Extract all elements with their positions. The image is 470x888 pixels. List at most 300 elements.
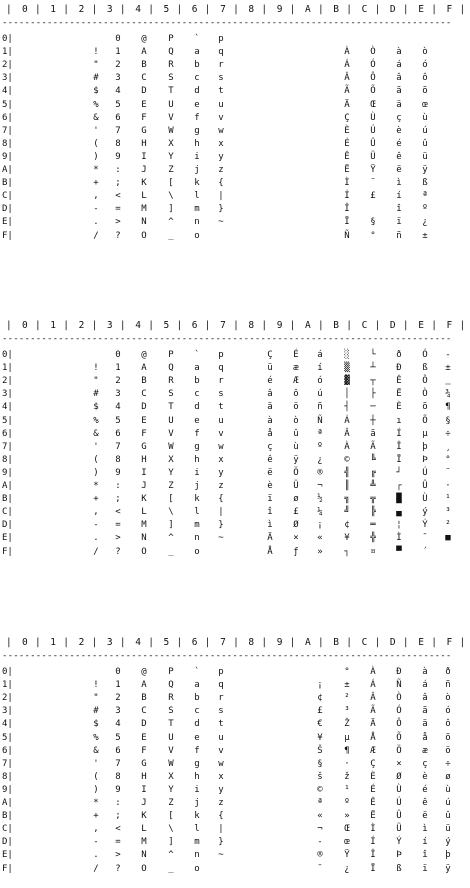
header-divider: | bbox=[289, 637, 296, 648]
char-cell: Û bbox=[370, 138, 376, 149]
char-cell: û bbox=[445, 811, 451, 822]
char-cell: } bbox=[218, 204, 224, 215]
char-cell: ñ bbox=[445, 680, 451, 691]
char-cell: r bbox=[218, 376, 224, 387]
char-cell: C bbox=[141, 706, 147, 717]
row-label: D| bbox=[2, 204, 13, 215]
char-cell: w bbox=[218, 125, 224, 136]
char-cell: , bbox=[93, 824, 99, 835]
table-row bbox=[0, 811, 470, 824]
row-label: C| bbox=[2, 824, 13, 835]
row-label: B| bbox=[2, 811, 13, 822]
header-divider: | bbox=[148, 4, 154, 15]
char-cell: Ê bbox=[396, 376, 402, 387]
table-row bbox=[0, 798, 470, 811]
char-cell: U bbox=[168, 415, 174, 426]
char-cell: a bbox=[194, 363, 200, 374]
char-cell: À bbox=[344, 441, 350, 452]
header-col: 6 bbox=[191, 637, 198, 648]
char-cell: 4 bbox=[115, 86, 121, 97]
table-row bbox=[0, 47, 470, 60]
char-cell: á bbox=[422, 680, 428, 691]
header-divider: | bbox=[6, 320, 12, 331]
header-divider: | bbox=[233, 4, 239, 15]
header-divider: | bbox=[204, 320, 211, 331]
table-row bbox=[0, 837, 470, 850]
row-label: 1| bbox=[2, 363, 13, 374]
char-cell: " bbox=[93, 60, 99, 71]
header-col: E bbox=[418, 4, 424, 15]
char-cell: é bbox=[267, 376, 273, 387]
char-cell: Œ bbox=[344, 824, 350, 835]
char-cell: š bbox=[317, 771, 323, 782]
char-cell: § bbox=[445, 415, 451, 426]
char-cell: ú bbox=[317, 389, 323, 400]
char-cell: M bbox=[141, 520, 147, 531]
char-cell: á bbox=[317, 350, 323, 360]
char-cell: ü bbox=[422, 151, 428, 162]
char-cell: ç bbox=[267, 441, 273, 452]
header-divider: | bbox=[431, 4, 437, 15]
char-cell: ╦ bbox=[370, 494, 376, 505]
header-col: 5 bbox=[163, 637, 170, 648]
char-cell: ³ bbox=[344, 706, 350, 717]
char-cell: ╬ bbox=[370, 533, 376, 544]
char-cell: { bbox=[218, 494, 224, 505]
table-row bbox=[0, 60, 470, 73]
char-cell: Ø bbox=[396, 771, 402, 782]
char-cell: ^ bbox=[168, 217, 174, 228]
char-cell: ü bbox=[267, 363, 273, 374]
char-cell: ) bbox=[93, 151, 99, 162]
char-cell: Í bbox=[344, 191, 350, 202]
char-cell: ║ bbox=[344, 481, 350, 491]
char-cell: k bbox=[194, 494, 200, 505]
char-cell: Õ bbox=[396, 732, 402, 743]
row-label: 1| bbox=[2, 680, 13, 691]
char-cell: ž bbox=[344, 771, 350, 782]
char-cell: ├ bbox=[370, 389, 376, 400]
row-label: 9| bbox=[2, 151, 13, 162]
table-row bbox=[0, 231, 470, 244]
char-cell: ø bbox=[293, 494, 299, 505]
char-cell: ▒ bbox=[344, 363, 350, 374]
char-cell: s bbox=[218, 389, 224, 400]
char-cell: ù bbox=[445, 784, 451, 795]
char-cell: T bbox=[168, 402, 174, 413]
char-cell: l bbox=[194, 191, 200, 202]
char-cell: ~ bbox=[218, 850, 224, 861]
char-cell: 8 bbox=[115, 771, 121, 782]
char-cell: v bbox=[218, 428, 224, 439]
char-cell: ¡ bbox=[317, 520, 323, 531]
char-cell: @ bbox=[141, 667, 147, 677]
char-cell: 0 bbox=[115, 667, 121, 677]
char-cell: H bbox=[141, 138, 147, 149]
char-cell: ó bbox=[422, 60, 428, 71]
header-divider: | bbox=[289, 320, 296, 331]
char-cell: æ bbox=[293, 363, 299, 374]
table-row bbox=[0, 402, 470, 415]
char-cell: È bbox=[370, 771, 376, 782]
char-cell: - bbox=[445, 350, 451, 360]
char-cell: ÷ bbox=[445, 758, 451, 769]
char-cell: X bbox=[168, 771, 174, 782]
char-cell: i bbox=[194, 467, 200, 478]
char-cell: 6 bbox=[115, 112, 121, 123]
char-cell: █ bbox=[396, 494, 402, 505]
char-cell: # bbox=[93, 73, 99, 84]
char-cell: ^ bbox=[168, 533, 174, 544]
char-cell: ä bbox=[422, 719, 428, 730]
char-cell: S bbox=[168, 706, 174, 717]
char-cell: ¬ bbox=[317, 481, 323, 491]
char-cell: r bbox=[218, 693, 224, 704]
char-cell: 0 bbox=[115, 34, 121, 44]
header-divider: | bbox=[261, 4, 268, 15]
header-divider: | bbox=[35, 4, 41, 15]
char-cell: ö bbox=[445, 745, 451, 756]
char-cell: Ÿ bbox=[370, 165, 376, 175]
char-cell: Ò bbox=[422, 389, 428, 400]
char-cell: m bbox=[194, 837, 200, 848]
char-cell: { bbox=[218, 811, 224, 822]
char-cell: R bbox=[168, 693, 174, 704]
char-cell: ¨ bbox=[445, 467, 451, 478]
header-col: F bbox=[446, 4, 453, 15]
char-cell: g bbox=[194, 441, 200, 452]
char-cell: 5 bbox=[115, 99, 121, 110]
char-cell: Ú bbox=[370, 125, 376, 136]
row-label: F| bbox=[2, 230, 13, 241]
header-col: 5 bbox=[163, 4, 170, 15]
char-cell: Á bbox=[344, 60, 350, 71]
char-cell: è bbox=[396, 125, 402, 136]
char-cell: > bbox=[115, 850, 121, 861]
char-cell: > bbox=[115, 217, 121, 228]
char-cell: ¢ bbox=[344, 520, 350, 531]
table-row bbox=[0, 667, 470, 680]
char-cell: ; bbox=[115, 811, 121, 822]
header-divider: | bbox=[346, 4, 353, 15]
header-col: 9 bbox=[276, 320, 283, 331]
header-col: D bbox=[389, 637, 396, 648]
char-cell: é bbox=[396, 138, 402, 149]
char-cell: P bbox=[168, 667, 174, 677]
row-label: 5| bbox=[2, 415, 13, 426]
char-cell: ┐ bbox=[344, 546, 350, 557]
header-divider: | bbox=[6, 637, 12, 648]
char-cell: ³ bbox=[445, 507, 451, 518]
char-cell: Ù bbox=[422, 494, 428, 505]
table-row bbox=[0, 772, 470, 785]
char-cell: [ bbox=[168, 494, 174, 505]
table-row bbox=[0, 126, 470, 139]
char-cell: ê bbox=[422, 798, 428, 808]
char-cell: ë bbox=[267, 467, 273, 478]
header-divider: | bbox=[176, 637, 183, 648]
header-col: 3 bbox=[106, 637, 113, 648]
char-cell: Ã bbox=[370, 441, 376, 452]
char-cell: L bbox=[141, 824, 147, 835]
char-cell: B bbox=[141, 376, 147, 387]
char-cell: Í bbox=[396, 428, 402, 439]
char-cell: 7 bbox=[115, 125, 121, 136]
char-cell: É bbox=[293, 350, 299, 360]
char-cell: Q bbox=[168, 363, 174, 374]
char-cell: £ bbox=[293, 507, 299, 518]
table-row bbox=[0, 152, 470, 165]
char-cell: - bbox=[93, 204, 99, 215]
char-cell: 2 bbox=[115, 376, 121, 387]
char-cell: ┼ bbox=[370, 415, 376, 426]
row-label: 4| bbox=[2, 402, 13, 413]
char-cell: / bbox=[93, 230, 99, 241]
header-divider: | bbox=[91, 4, 98, 15]
char-cell: Ø bbox=[293, 520, 299, 531]
char-cell: m bbox=[194, 520, 200, 531]
header-col: 2 bbox=[78, 637, 85, 648]
char-cell: 2 bbox=[115, 60, 121, 71]
char-cell: ñ bbox=[396, 230, 402, 241]
char-cell: ‗ bbox=[445, 376, 451, 387]
char-cell: º bbox=[317, 441, 323, 452]
char-cell: Ï bbox=[396, 454, 402, 465]
row-label: F| bbox=[2, 863, 13, 874]
header-divider: | bbox=[402, 637, 409, 648]
char-cell: ( bbox=[93, 454, 99, 465]
char-cell: F bbox=[141, 428, 147, 439]
char-cell: Ó bbox=[422, 350, 428, 360]
char-cell: e bbox=[194, 732, 200, 743]
row-label: 6| bbox=[2, 428, 13, 439]
char-cell: ô bbox=[445, 719, 451, 730]
char-cell: Ô bbox=[422, 376, 428, 387]
char-cell: û bbox=[422, 138, 428, 149]
row-label: 5| bbox=[2, 99, 13, 110]
char-cell: R bbox=[168, 60, 174, 71]
char-cell: â bbox=[422, 693, 428, 704]
char-cell: j bbox=[194, 165, 200, 175]
header-col: A bbox=[305, 4, 311, 15]
char-cell: 4 bbox=[115, 402, 121, 413]
char-cell: è bbox=[422, 771, 428, 782]
header-col: A bbox=[305, 637, 311, 648]
table-header bbox=[0, 4, 470, 18]
char-cell: 1 bbox=[115, 47, 121, 58]
char-cell: * bbox=[93, 165, 99, 175]
char-cell: 8 bbox=[115, 138, 121, 149]
char-cell: w bbox=[218, 441, 224, 452]
char-cell: Ž bbox=[344, 719, 350, 730]
char-cell: F bbox=[141, 112, 147, 123]
char-cell: ] bbox=[168, 837, 174, 848]
char-cell: _ bbox=[168, 863, 174, 874]
char-cell: > bbox=[115, 533, 121, 544]
char-cell: + bbox=[93, 494, 99, 505]
header-divider: | bbox=[402, 4, 409, 15]
header-divider: | bbox=[35, 637, 41, 648]
char-cell: W bbox=[168, 125, 174, 136]
char-cell: ð bbox=[445, 667, 451, 677]
header-rule: -------------------------------------------------------------------------------- bbox=[2, 334, 452, 344]
table-header bbox=[0, 637, 470, 651]
char-cell: ÷ bbox=[445, 428, 451, 439]
char-cell: ì bbox=[422, 824, 428, 835]
char-cell: ı bbox=[396, 415, 402, 426]
char-cell: . bbox=[93, 850, 99, 861]
char-cell: » bbox=[317, 546, 323, 557]
char-cell: k bbox=[194, 178, 200, 189]
char-cell: - bbox=[93, 837, 99, 848]
char-cell: ù bbox=[422, 112, 428, 123]
header-col: 6 bbox=[191, 4, 198, 15]
header-col: 8 bbox=[248, 637, 255, 648]
char-cell: Î bbox=[370, 850, 376, 861]
table-row bbox=[0, 719, 470, 732]
row-label: 3| bbox=[2, 73, 13, 84]
char-cell: n bbox=[194, 850, 200, 861]
char-cell: ┌ bbox=[396, 481, 402, 491]
char-cell: 1 bbox=[115, 680, 121, 691]
char-cell: R bbox=[168, 376, 174, 387]
char-cell: N bbox=[141, 217, 147, 228]
char-cell: Q bbox=[168, 680, 174, 691]
char-cell: â bbox=[267, 389, 273, 400]
char-cell: ì bbox=[267, 520, 273, 531]
table-row bbox=[0, 416, 470, 429]
char-cell: g bbox=[194, 758, 200, 769]
row-label: 9| bbox=[2, 784, 13, 795]
char-cell: \ bbox=[168, 824, 174, 835]
char-cell: f bbox=[194, 428, 200, 439]
row-label: 8| bbox=[2, 138, 13, 149]
char-cell: x bbox=[218, 138, 224, 149]
char-cell: µ bbox=[422, 428, 428, 439]
char-cell: I bbox=[141, 151, 147, 162]
char-cell: 5 bbox=[115, 732, 121, 743]
table-row bbox=[0, 481, 470, 494]
char-cell: Q bbox=[168, 47, 174, 58]
char-cell: ô bbox=[293, 389, 299, 400]
char-cell: / bbox=[93, 546, 99, 557]
char-cell: Ë bbox=[370, 811, 376, 822]
header-col: 4 bbox=[135, 4, 141, 15]
table-row bbox=[0, 442, 470, 455]
char-cell: } bbox=[218, 520, 224, 531]
char-cell: Õ bbox=[422, 415, 428, 426]
char-cell: * bbox=[93, 481, 99, 491]
table-row bbox=[0, 864, 470, 877]
char-cell: J bbox=[141, 798, 147, 808]
header-col: 6 bbox=[191, 320, 198, 331]
char-cell: ã bbox=[370, 428, 376, 439]
char-cell: { bbox=[218, 178, 224, 189]
char-cell: ░ bbox=[344, 350, 350, 360]
header-divider: | bbox=[119, 637, 126, 648]
char-cell: Ç bbox=[267, 350, 273, 360]
char-cell: Ç bbox=[344, 112, 350, 123]
char-cell: ═ bbox=[370, 520, 376, 531]
char-cell: 5 bbox=[115, 415, 121, 426]
char-cell: ì bbox=[396, 178, 402, 189]
char-cell: ´ bbox=[422, 546, 428, 557]
char-cell: D bbox=[141, 86, 147, 97]
header-col: 7 bbox=[220, 637, 226, 648]
char-cell: Ö bbox=[293, 467, 299, 478]
char-cell: ® bbox=[317, 850, 323, 861]
code-table-2 bbox=[0, 320, 470, 570]
header-divider: | bbox=[63, 4, 70, 15]
char-cell: Û bbox=[396, 811, 402, 822]
char-cell: ~ bbox=[218, 217, 224, 228]
char-cell: ┴ bbox=[370, 363, 376, 374]
header-divider: | bbox=[35, 320, 41, 331]
char-cell: _ bbox=[168, 546, 174, 557]
row-label: C| bbox=[2, 191, 13, 202]
header-col: 1 bbox=[50, 637, 57, 648]
char-cell: ® bbox=[317, 467, 323, 478]
header-col: 0 bbox=[22, 637, 28, 648]
char-cell: · bbox=[344, 758, 350, 769]
table-row bbox=[0, 785, 470, 798]
char-cell: ƒ bbox=[293, 546, 299, 557]
char-cell: y bbox=[218, 784, 224, 795]
char-cell: @ bbox=[141, 350, 147, 360]
char-cell: ó bbox=[445, 706, 451, 717]
char-cell: | bbox=[218, 507, 224, 518]
char-cell: P bbox=[168, 350, 174, 360]
char-cell: K bbox=[141, 178, 147, 189]
header-divider: | bbox=[91, 320, 98, 331]
char-cell: e bbox=[194, 99, 200, 110]
char-cell: # bbox=[93, 389, 99, 400]
char-cell: c bbox=[194, 73, 200, 84]
char-cell: A bbox=[141, 47, 147, 58]
char-cell: \ bbox=[168, 191, 174, 202]
char-cell: ! bbox=[93, 680, 99, 691]
char-cell: ° bbox=[344, 667, 350, 677]
char-cell: q bbox=[218, 363, 224, 374]
char-cell: ú bbox=[445, 798, 451, 808]
header-col: 9 bbox=[276, 637, 283, 648]
char-cell: ¨ bbox=[370, 178, 376, 189]
char-cell: = bbox=[115, 837, 121, 848]
char-cell: ~ bbox=[218, 533, 224, 544]
header-divider: | bbox=[318, 320, 324, 331]
char-cell: ê bbox=[267, 454, 273, 465]
table-row bbox=[0, 494, 470, 507]
char-cell: À bbox=[344, 47, 350, 58]
header-divider: | bbox=[289, 4, 296, 15]
char-cell: L bbox=[141, 191, 147, 202]
char-cell: ¾ bbox=[445, 389, 451, 400]
char-cell: X bbox=[168, 454, 174, 465]
char-cell: Ü bbox=[370, 151, 376, 162]
table-row bbox=[0, 429, 470, 442]
char-cell: Ñ bbox=[396, 680, 402, 691]
char-cell: Æ bbox=[370, 745, 376, 756]
char-cell: ╠ bbox=[370, 507, 376, 518]
char-cell: 7 bbox=[115, 758, 121, 769]
char-cell: Ù bbox=[370, 112, 376, 123]
char-cell: å bbox=[267, 428, 273, 439]
char-cell: Ð bbox=[396, 667, 402, 677]
char-cell: Ì bbox=[344, 178, 350, 189]
char-cell: + bbox=[93, 178, 99, 189]
char-cell: | bbox=[218, 191, 224, 202]
char-cell: ø bbox=[445, 771, 451, 782]
